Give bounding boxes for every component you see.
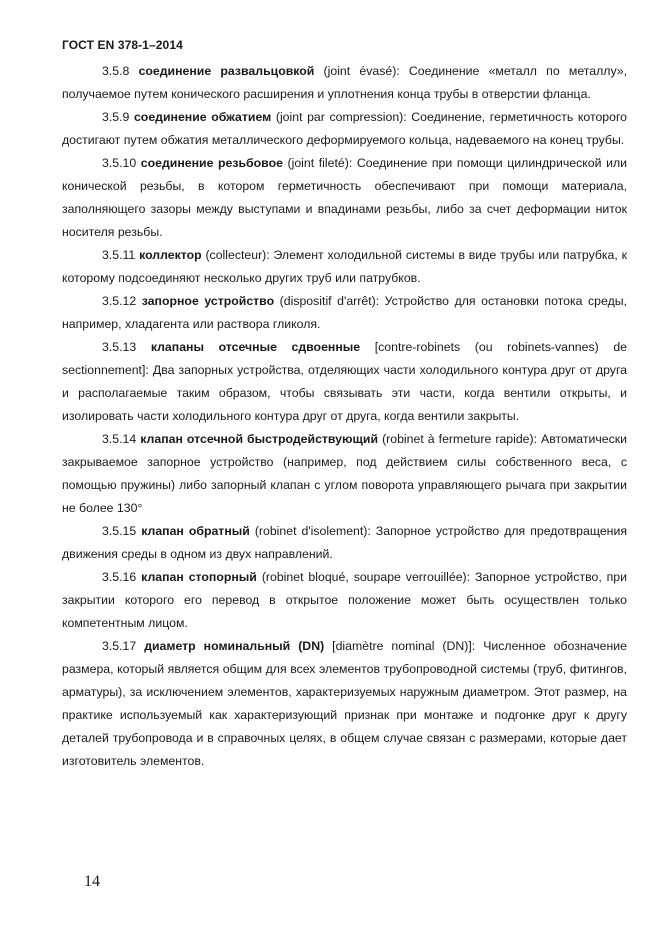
clause-number: 3.5.14 [102,432,137,446]
definition-text: [diamètre nominal (DN)]: Численное обозначение размера, который является общим для всех элементов трубопроводной системы (труб, фитингов, арматуры), за исключением элементов, характеризуемых наружным диаметром. Этот размер, на практике используемый как характеризующий признак при монтаже и подгонке друг к другу деталей трубопровода и в справочных целях, в общем случае связан с размерами, которые дает изготовитель элементов. [62,639,627,768]
definition-text: (collecteur): Элемент холодильной системы в виде трубы или патрубка, к которому подсоединяют несколько других труб или патрубков. [62,248,628,285]
definition-text: (dispositif d'arrêt): Устройство для остановки потока среды, например, хладагента или раствора гликоля. [62,294,628,331]
definition-paragraph [62,106,627,152]
term: запорное устройство [141,294,275,308]
clause-number: 3.5.17 [102,639,137,653]
term: клапан стопорный [141,570,257,584]
definition-text: (robinet bloqué, soupape verrouillée): Запорное устройство, при закрытии которого его перевод в открытое положение может быть осуществлен только компетентным лицом. [62,570,628,630]
definition-text: (joint fileté): Соединение при помощи цилиндрической или конической резьбы, в котором герметичность обеспечивают при помощи материала, заполняющего зазоры между выступами и впадинами резьбы, либо за счет деформации ниток носителя резьбы. [62,156,627,239]
definition-text: (robinet d'isolement): Запорное устройство для предотвращения движения среды в одном из двух направлений. [62,524,627,561]
clause-number: 3.5.12 [102,294,137,308]
definition-paragraph [62,244,627,290]
clause-number: 3.5.10 [102,156,137,170]
term: соединение резьбовое [140,156,283,170]
definition-paragraph [62,566,627,635]
clause-number: 3.5.11 [102,248,136,262]
term: клапаны отсечные сдвоенные [150,340,361,354]
clause-number: 3.5.16 [102,570,137,584]
definition-paragraph [62,635,627,773]
term: клапан обратный [141,524,250,538]
standard-code-header: ГОСТ EN 378-1–2014 [62,38,183,52]
clause-number: 3.5.15 [102,524,137,538]
definition-text: (joint évasé): Соединение «металл по металлу», получаемое путем конического расширения и уплотнения конца трубы в отверстии фланца. [62,64,627,101]
definition-paragraph [62,290,627,336]
term: диаметр номинальный (DN) [144,639,325,653]
term: коллектор [139,248,202,262]
definition-paragraph [62,60,627,106]
clause-number: 3.5.13 [102,340,137,354]
term: клапан отсечной быстродействующий [140,432,379,446]
definition-paragraph [62,152,627,244]
definition-text: (robinet à fermeture rapide): Автоматически закрываемое запорное устройство (например, под действием силы собственного веса, с помощью пружины) либо запорный клапан с углом поворота управляющего рычага при закрытии не более 130° [62,432,628,515]
definition-paragraph [62,336,627,428]
term: соединение обжатием [133,110,272,124]
definition-text: (joint par compression): Соединение, герметичность которого достигают путем обжатия металлического деформируемого кольца, надеваемого на конец трубы. [62,110,628,147]
definition-paragraph [62,428,627,520]
definition-paragraph [62,520,627,566]
document-body [62,60,627,773]
page-number: 14 [84,873,100,890]
clause-number: 3.5.8 [102,64,130,78]
clause-number: 3.5.9 [102,110,130,124]
definition-text: [contre-robinets (ou robinets-vannes) de sectionnement]: Два запорных устройства, отделяющих части холодильного контура друг от друга и располагаемые таким образом, чтобы связывать эти части, когда вентили открыты, и изолировать части холодильного контура друг от друга, когда вентили закрыты. [62,340,628,423]
term: соединение развальцовкой [138,64,315,78]
